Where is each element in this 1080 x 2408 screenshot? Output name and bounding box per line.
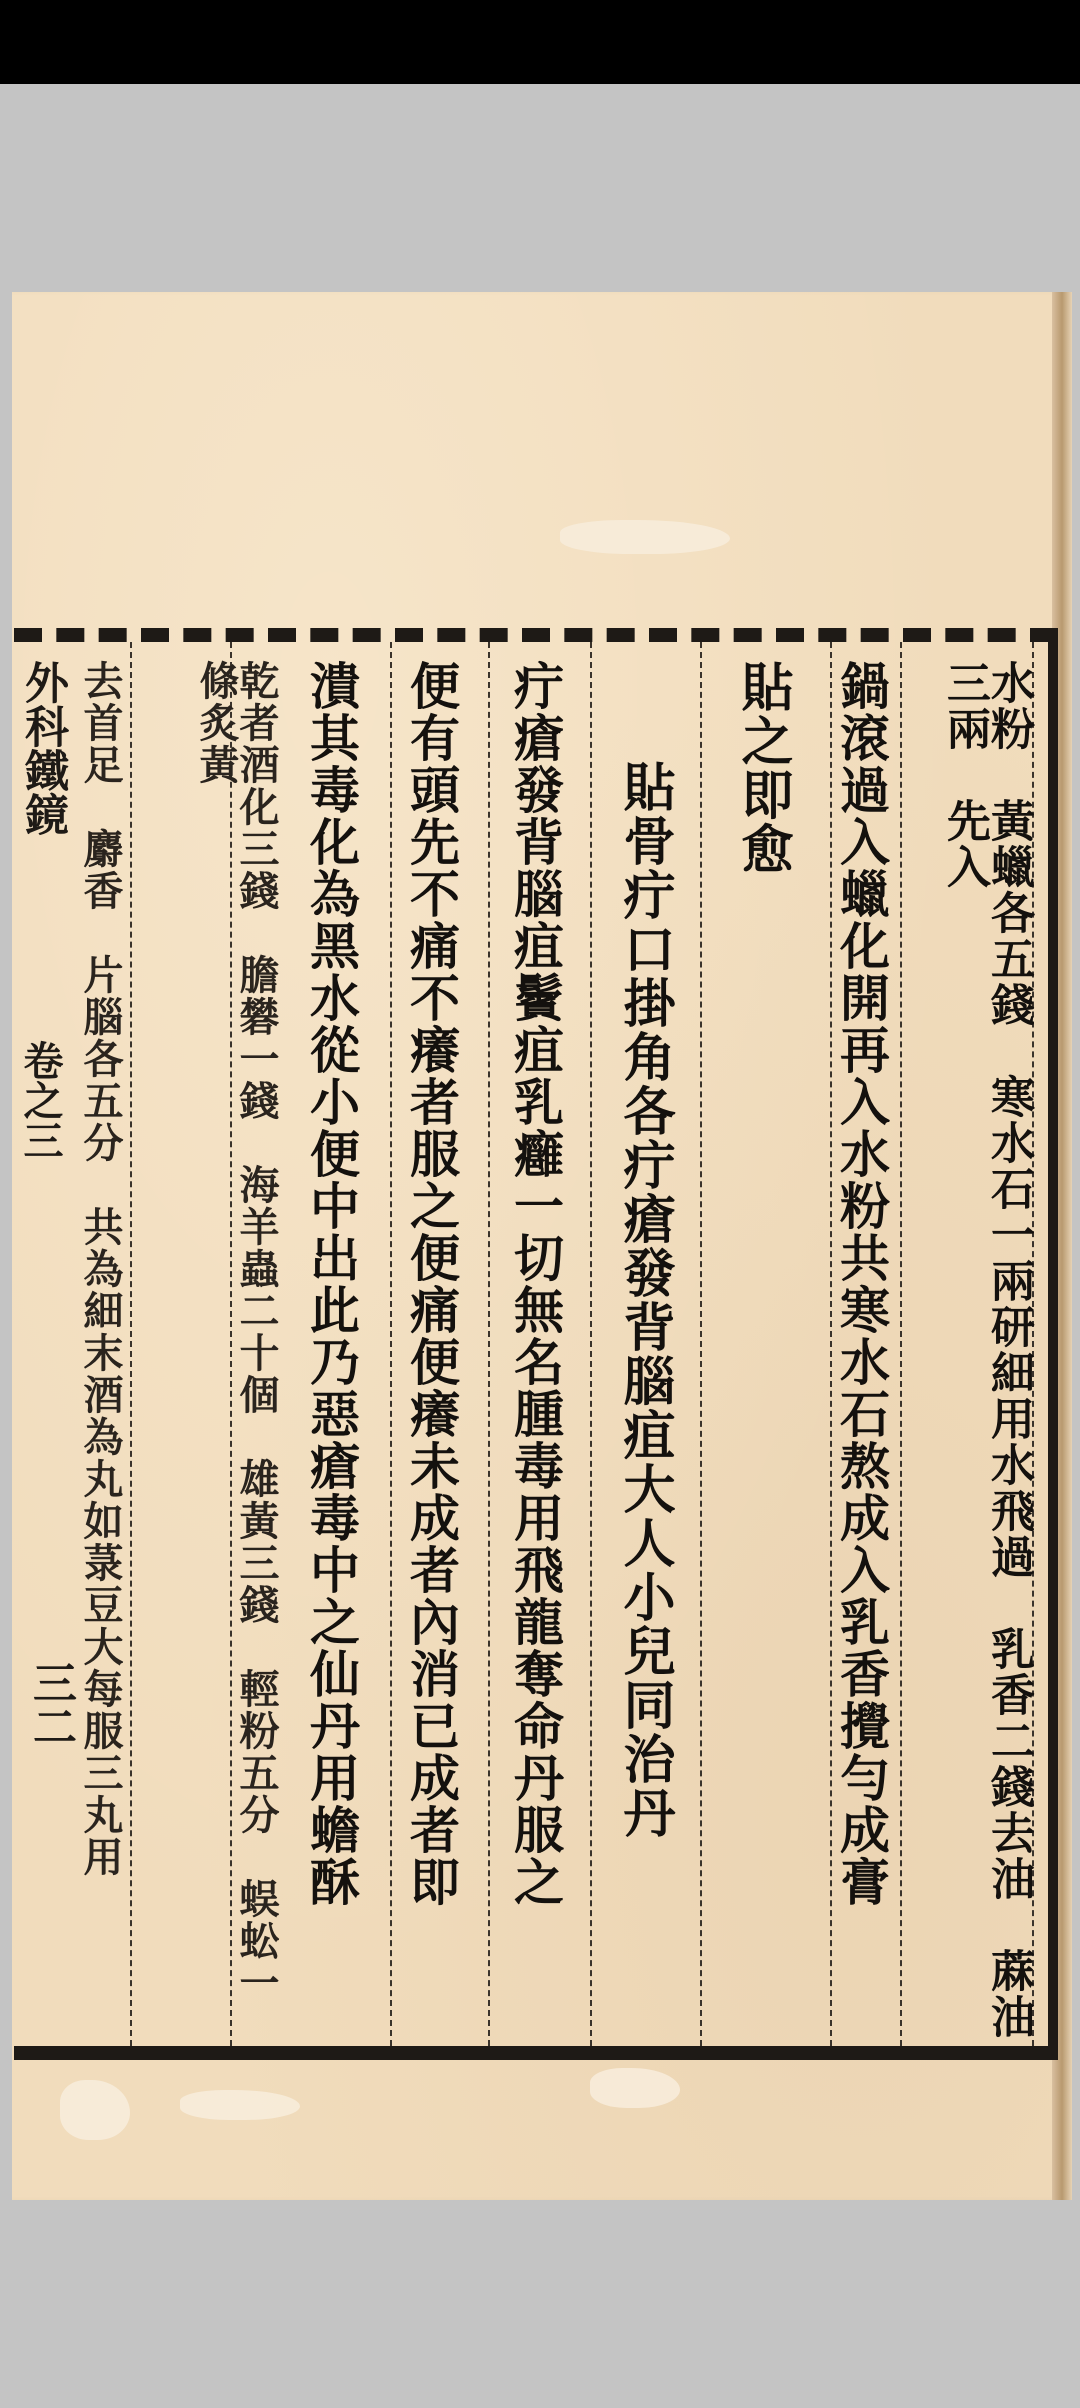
paper-stain (180, 2090, 300, 2120)
text-column-2: 鍋滾過入蠟化開再入水粉共寒水石熬成入乳香攪勻成膏 (832, 660, 891, 1908)
top-black-bar (0, 0, 1080, 84)
paper-stain (590, 2068, 680, 2108)
margin-book-title: 外科鐵鏡 (17, 660, 68, 836)
text-column-1: 水粉 黃蠟各五錢 寒水石一兩研細用水飛過 乳香二錢去油 蔴油三兩 先入 (939, 660, 1034, 2040)
paper-stain (560, 520, 730, 554)
text-column-9: 去首足 麝香 片腦各五分 共為細末酒為丸如菉豆大每服三丸用 (77, 660, 124, 1878)
column-rule (900, 642, 902, 2046)
text-column-8: 乾者酒化三錢 膽礬一錢 海羊蟲二十個 雄黃三錢 輕粉五分 蜈蚣一條炙黃 (193, 660, 280, 2004)
text-column-7: 潰其毒化為黑水從小便中出此乃惡瘡毒中之仙丹用蟾酥 (302, 660, 361, 1908)
margin-volume: 卷之三 (17, 1040, 64, 1160)
text-column-5: 疔瘡發背腦疽鬢疽乳癰一切無名腫毒用飛龍奪命丹服之 (506, 660, 565, 1908)
column-rule (488, 642, 490, 2046)
column-rule (590, 642, 592, 2046)
text-column-4: 貼骨疔口掛角各疔瘡發背腦疽大人小兒同治丹 (614, 760, 675, 1840)
column-rule (700, 642, 702, 2046)
text-column-3: 貼之即愈 (732, 660, 793, 876)
page-number: 三二 (25, 1660, 76, 1748)
column-rule (130, 642, 132, 2046)
column-rule (390, 642, 392, 2046)
text-column-6: 便有頭先不痛不癢者服之便痛便癢未成者內消已成者即 (402, 660, 461, 1908)
